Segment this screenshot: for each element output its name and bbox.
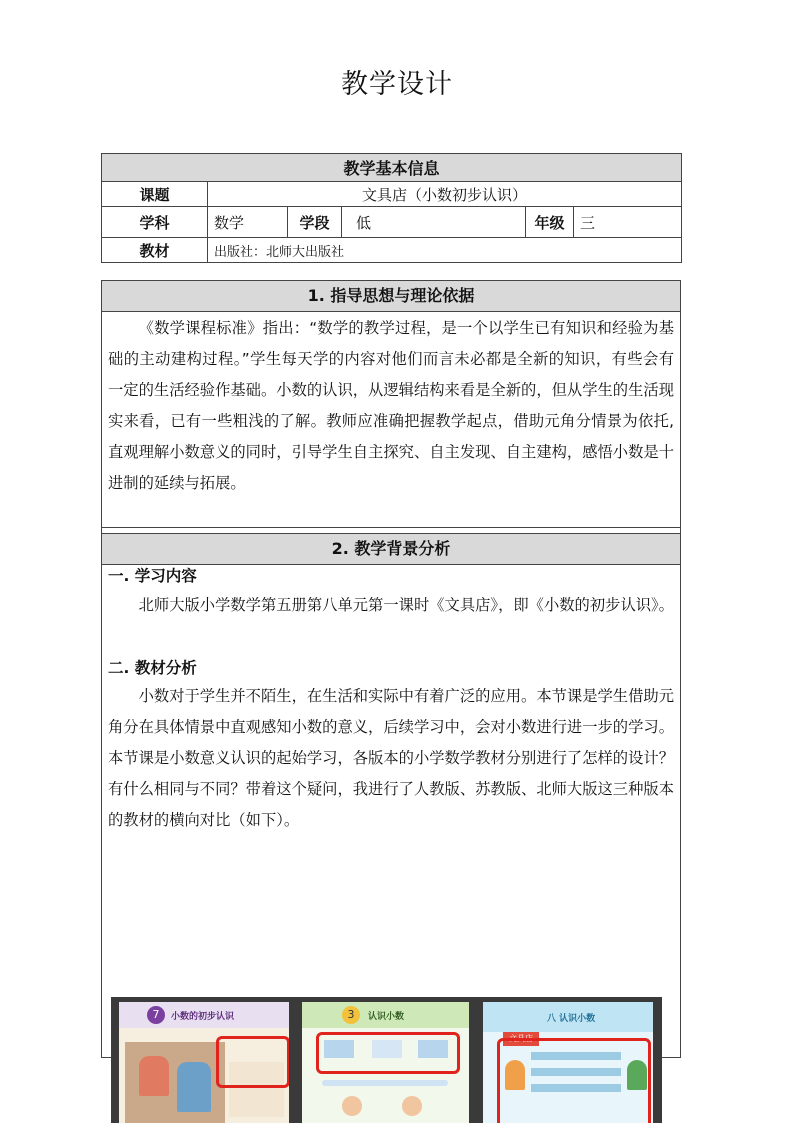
topic-label: 课题 <box>102 182 208 207</box>
textbook-image-1 <box>119 1002 289 1123</box>
grade-label: 年级 <box>526 207 574 238</box>
basic-info-table <box>101 153 682 263</box>
textbook-comparison-images <box>111 997 662 1123</box>
chapter-number-badge: 3 <box>342 1006 360 1024</box>
highlight-box <box>316 1032 460 1074</box>
grade-value: 三 <box>574 207 682 238</box>
basic-info-header: 教学基本信息 <box>102 154 682 182</box>
textbook-image-2 <box>302 1002 469 1123</box>
stage-value: 低 <box>342 207 526 238</box>
textbook-image-3 <box>483 1002 653 1123</box>
stage-label: 学段 <box>288 207 342 238</box>
lesson-tag: 文具店 <box>503 1032 539 1046</box>
subject-value: 数学 <box>208 207 288 238</box>
subsection-textbook-analysis-title: 二. 教材分析 <box>108 659 197 677</box>
subsection-textbook-analysis-text: 小数对于学生并不陌生，在生活和实际中有着广泛的应用。本节课是学生借助元角分在具体情景中直观感知小数的意义，后续学习中，会对小数进行进一步的学习。本节课是小数意义认识的起始学习，各版本的小学数学教材分别进行了怎样的设计？有什么相同与不同？带着这个疑问，我进行了人教版、苏教版、北师大版这三种版本的教材的横向对比（如下）。 <box>108 687 674 829</box>
book3-title: 八 认识小数 <box>547 1014 596 1024</box>
divider <box>102 527 680 528</box>
chapter-number-badge: 7 <box>147 1006 165 1024</box>
section1-header: 1. 指导思想与理论依据 <box>102 281 680 312</box>
page-title: 教学设计 <box>341 69 453 100</box>
textbook-value: 出版社：北师大出版社 <box>208 238 682 263</box>
textbook-label: 教材 <box>102 238 208 263</box>
section1-paragraph: 《数学课程标准》指出：“数学的教学过程，是一个以学生已有知识和经验为基础的主动建构过程。”学生每天学的内容对他们而言未必都是全新的知识，有些会有一定的生活经验作基础。小数的认识，从逻辑结构来看是全新的，但从学生的生活现实来看，已有一些粗浅的了解。教师应准确把握教学起点，借助元角分情景为依托,直观理解小数意义的同时，引导学生自主探究、自主发现、自主建构，感悟小数是十进制的延续与拓展。 <box>108 319 674 492</box>
highlight-box <box>497 1038 651 1123</box>
subsection-learning-content-title: 一. 学习内容 <box>108 567 197 585</box>
subject-label: 学科 <box>102 207 208 238</box>
section2-header: 2. 教学背景分析 <box>102 533 680 565</box>
subsection-learning-content-text: 北师大版小学数学第五册第八单元第一课时《文具店》，即《小数的初步认识》。 <box>138 596 674 614</box>
analysis-box <box>101 280 681 1058</box>
book2-title: 认识小数 <box>368 1012 405 1022</box>
book1-title: 小数的初步认识 <box>171 1012 235 1022</box>
topic-value: 文具店（小数初步认识） <box>208 182 682 207</box>
highlight-box <box>216 1036 289 1088</box>
